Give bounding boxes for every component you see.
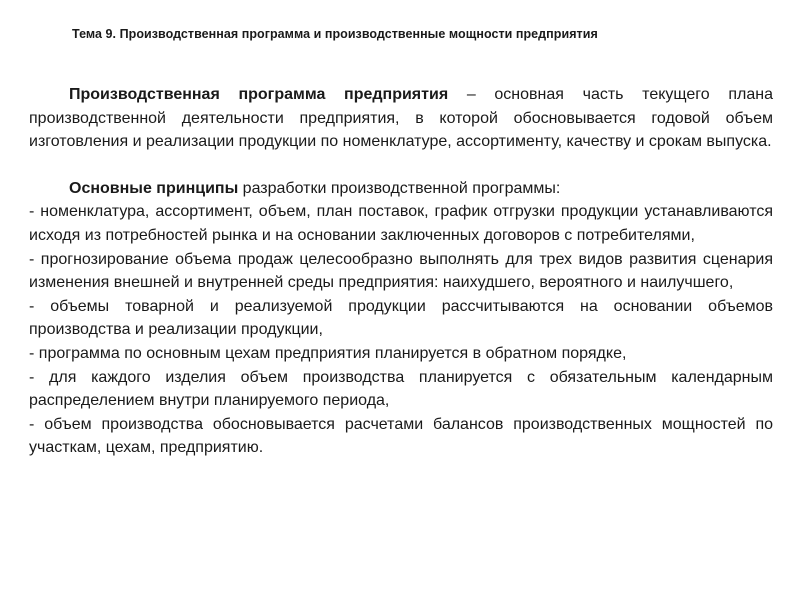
definition-term: Производственная программа предприятия [69, 86, 449, 103]
definition-text: – основная часть текущего плана производственной деятельности предприятия, в которой обосновывается годовой объем изготовления и реализации продукции по номенклатуре, ассортименту, качеству и срокам выпуска. [29, 86, 773, 151]
principles-list [29, 200, 773, 460]
principle-item: - объем производства обосновывается расчетами балансов производственных мощностей по участкам, цехам, предприятию. [29, 415, 773, 457]
slide-title: Тема 9. Производственная программа и производственные мощности предприятия [72, 27, 598, 41]
definition-paragraph [29, 83, 773, 154]
slide-body [29, 83, 773, 460]
principles-intro-text: разработки производственной программы: [238, 179, 561, 197]
principle-item: - прогнозирование объема продаж целесообразно выполнять для трех видов развития сценария изменения внешней и внутренней среды предприятия: наихудшего, вероятного и наилучшего, [29, 250, 773, 292]
principles-term: Основные принципы [69, 179, 239, 197]
principles-intro [29, 177, 773, 201]
principle-item: - объемы товарной и реализуемой продукции рассчитываются на основании объемов производства и реализации продукции, [29, 297, 773, 339]
principle-item: - для каждого изделия объем производства планируется с обязательным календарным распределением внутри планируемого периода, [29, 368, 773, 410]
principle-item: - номенклатура, ассортимент, объем, план поставок, график отгрузки продукции устанавливаются исходя из потребностей рынка и на основании заключенных договоров с потребителями, [29, 203, 773, 244]
principle-item: - программа по основным цехам предприятия планируется в обратном порядке, [29, 344, 627, 362]
